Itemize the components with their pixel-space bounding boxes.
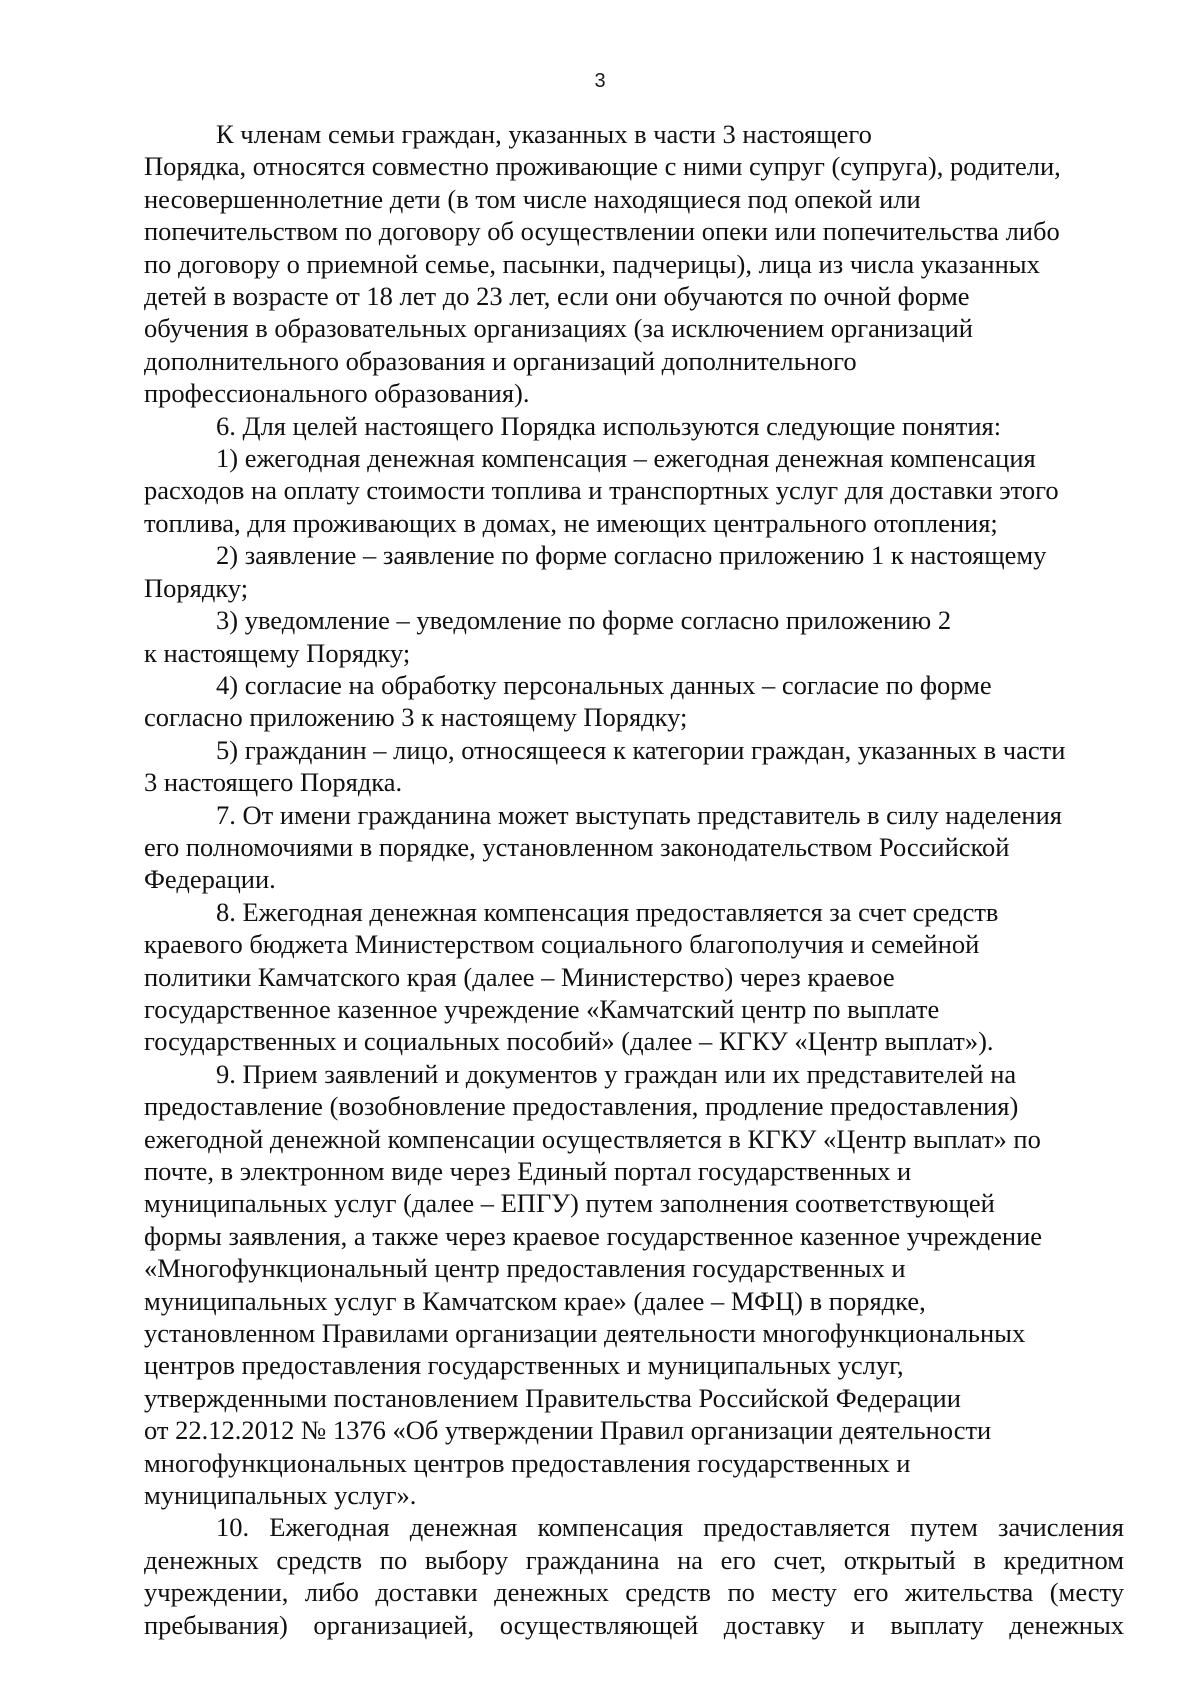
paragraph-6: 6. Для целей настоящего Порядка используются следующие понятия: (216, 410, 1002, 441)
paragraph-6-item-5: 5) гражданин – лицо, относящееся к категории граждан, указанных в части 3 настоящего Порядка. (144, 734, 1066, 798)
paragraph-10: 10. Ежегодная денежная компенсация предоставляется путем зачисления денежных средств по выбору гражданина на его счет, открытый в кредитном учреждении, либо доставки денежных средств по месту его жительства (месту пребывания) организацией, осуществляющей доставку и выплату денежных (144, 1512, 1124, 1640)
page-number: 3 (594, 70, 606, 92)
paragraph-6-item-3: 3) уведомление – уведомление по форме согласно приложению 2 к настоящему Порядку; (144, 605, 952, 668)
paragraph-9: 9. Прием заявлений и документов у граждан или их представителей на предоставление (возобновление предоставления, продление предоставления) ежегодной денежной компенсации осуществляется в КГКУ «Центр выплат» по почте, в электронном виде через Единый портал государственных и муниципальных услуг (далее – ЕПГУ) путем заполнения соответствующей формы заявления, а также через краевое государственное казенное учреждение «Многофункциональный центр предоставления государственных и муниципальных услуг в Камчатском крае» (далее – МФЦ) в порядке, установленном Правилами организации деятельности многофункциональных центров предоставления государственных и муниципальных услуг, утвержденными постановлением Правительства Российской Федерации от 22.12.2012 № 1376 «Об утверждении Правил организации деятельности многофункциональных центров предоставления государственных и муниципальных услуг». (144, 1058, 1043, 1511)
document-body (144, 118, 1124, 1641)
paragraph-6-item-1: 1) ежегодная денежная компенсация – ежегодная денежная компенсация расходов на оплату стоимости топлива и транспортных услуг для доставки этого топлива, для проживающих в домах, не имеющих центрального отопления; (144, 443, 1059, 538)
paragraph-8: 8. Ежегодная денежная компенсация предоставляется за счет средств краевого бюджета Министерством социального благополучия и семейной политики Камчатского края (далее – Министерство) через краевое государственное казенное учреждение «Камчатский центр по выплате государственных и социальных пособий» (далее – КГКУ «Центр выплат»). (144, 896, 999, 1057)
paragraph-6-item-4: 4) согласие на обработку персональных данных – согласие по форме согласно приложению 3 к настоящему Порядку; (144, 669, 992, 733)
paragraph-7: 7. От имени гражданина может выступать представитель в силу наделения его полномочиями в порядке, установленном законодательством Российской Федерации. (144, 799, 1062, 895)
paragraph-6-item-2: 2) заявление – заявление по форме согласно приложению 1 к настоящему Порядку; (144, 540, 1047, 603)
paragraph-family-members: К членам семьи граждан, указанных в части 3 настоящего Порядка, относятся совместно проживающие с ними супруг (супруга), родители, несовершеннолетние дети (в том числе находящиеся под опекой или попечительством по договору об осуществлении опеки или попечительства либо по договору о приемной семье, пасынки, падчерицы), лица из числа указанных детей в возрасте от 18 лет до 23 лет, если они обучаются по очной форме обучения в образовательных организациях (за исключением организаций дополнительного образования и организаций дополнительного профессионального образования). (144, 119, 1061, 409)
